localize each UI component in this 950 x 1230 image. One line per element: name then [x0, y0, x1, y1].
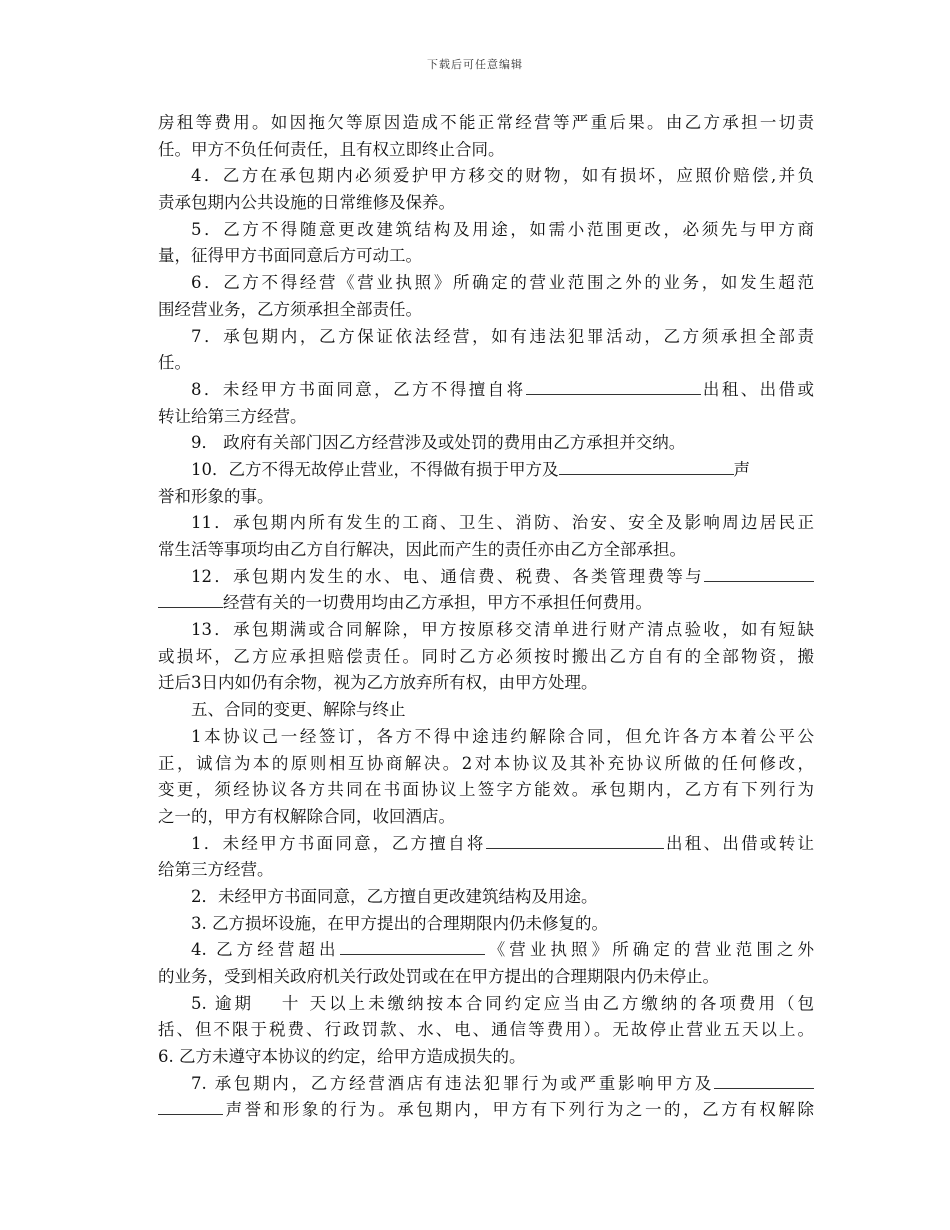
text-segment: 出租、出借或	[700, 379, 815, 399]
text-line	[158, 217, 814, 244]
fill-in-blank	[486, 832, 664, 849]
text-segment: 围经营业务，乙方须承担全部责任。	[158, 299, 422, 319]
text-line	[158, 430, 814, 457]
text-line	[158, 243, 814, 270]
text-line	[158, 457, 814, 484]
fill-in-blank	[559, 458, 734, 475]
text-segment: 9． 政府有关部门因乙方经营涉及或处罚的费用由乙方承担并交纳。	[191, 433, 686, 453]
text-segment: 7．承包期内，乙方保证依法经营，如有违法犯罪活动，乙方须承担全部责	[191, 326, 814, 346]
text-line	[158, 751, 814, 778]
text-segment: 《营业执照》所确定的营业范围之外	[484, 940, 815, 960]
text-line	[158, 350, 814, 377]
text-segment: 转让给第三方经营。	[158, 406, 307, 426]
document-body	[158, 110, 814, 1124]
fill-in-blank	[158, 1098, 223, 1115]
fill-in-blank	[714, 1072, 814, 1089]
text-segment: 1本协议己一经签订，各方不得中途违约解除合同，但允许各方本着公平公	[191, 726, 814, 746]
text-line	[158, 163, 814, 190]
text-segment: 声	[733, 459, 750, 479]
text-line	[158, 724, 814, 751]
text-segment: 6. 乙方未遵守本协议的约定，给甲方造成损失的。	[158, 1047, 526, 1067]
text-segment: 常生活等事项均由乙方自行解决，因此而产生的责任亦由乙方全部承担。	[158, 540, 686, 559]
text-segment: 括、但不限于税费、行政罚款、水、电、通信等费用）。无故停止营业五天以上。	[158, 1020, 814, 1040]
text-segment: 声誉和形象的行为。承包期内，甲方有下列行为之一的，乙方有权解除	[223, 1100, 814, 1120]
text-segment: 12．承包期内发生的水、电、通信费、税费、各类管理费等与	[191, 566, 704, 586]
text-segment: 2．未经甲方书面同意，乙方擅自更改建筑结构及用途。	[191, 886, 598, 906]
text-segment: 任。甲方不负任何责任，且有权立即终止合同。	[158, 139, 505, 159]
text-line	[158, 991, 814, 1018]
text-segment: 5. 逾期 十 天以上未缴纳按本合同约定应当由乙方缴纳的各项费用（包	[191, 993, 814, 1013]
fill-in-blank	[340, 938, 485, 955]
text-line	[158, 404, 814, 431]
text-line	[158, 1097, 814, 1124]
text-segment: 变更，须经协议各方共同在书面协议上签字方能效。承包期内，乙方有下列行为	[158, 780, 814, 800]
text-segment: 1．未经甲方书面同意，乙方擅自将	[191, 833, 486, 853]
text-segment: 出租、出借或转让	[663, 833, 815, 853]
text-line	[158, 964, 814, 991]
text-line	[158, 644, 814, 671]
text-line	[158, 110, 814, 137]
text-line	[158, 804, 814, 831]
text-line	[158, 377, 814, 404]
text-segment: 4. 乙方经营超出	[191, 940, 340, 960]
text-line	[158, 617, 814, 644]
text-segment: 的业务，受到相关政府机关行政处罚或在在甲方提出的合理期限内仍未停止。	[158, 967, 719, 986]
text-segment: 房租等费用。如因拖欠等原因造成不能正常经营等严重后果。由乙方承担一切责	[158, 113, 814, 132]
text-segment: 经营有关的一切费用均由乙方承担，甲方不承担任何费用。	[223, 593, 652, 613]
text-line	[158, 297, 814, 324]
text-segment: 迁后3日内如仍有余物，视为乙方放弃所有权，由甲方处理。	[158, 673, 598, 693]
fill-in-blank	[526, 378, 701, 395]
fill-in-blank	[704, 565, 814, 582]
text-segment: 7. 承包期内，乙方经营酒店有违法犯罪行为或严重影响甲方及	[191, 1073, 714, 1093]
text-segment: 五、合同的变更、解除与终止	[191, 700, 406, 720]
text-line	[158, 777, 814, 804]
text-segment: 任。	[158, 353, 191, 373]
text-segment: 给第三方经营。	[158, 860, 274, 880]
text-segment: 量，征得甲方书面同意后方可动工。	[158, 246, 422, 266]
text-segment: 4．乙方在承包期内必须爱护甲方移交的财物，如有损坏，应照价赔偿,并负	[191, 166, 814, 186]
text-line	[158, 270, 814, 297]
text-line	[158, 911, 814, 938]
text-line	[158, 1044, 814, 1071]
text-line	[158, 537, 814, 564]
text-segment: 11．承包期内所有发生的工商、卫生、消防、治安、安全及影响周边居民正	[191, 513, 814, 533]
text-line	[158, 937, 814, 964]
text-line	[158, 564, 814, 591]
text-segment: 正，诚信为本的原则相互协商解决。2对本协议及其补充协议所做的任何修改，	[158, 753, 814, 773]
text-segment: 6．乙方不得经营《营业执照》所确定的营业范围之外的业务，如发生超范	[191, 273, 814, 293]
text-segment: 10．乙方不得无故停止营业，不得做有损于甲方及	[191, 459, 559, 479]
text-line	[158, 857, 814, 884]
text-line	[158, 324, 814, 351]
text-line	[158, 831, 814, 858]
text-segment: 之一的，甲方有权解除合同，收回酒店。	[158, 806, 455, 826]
text-segment: 或损坏，乙方应承担赔偿责任。同时乙方必须按时搬出乙方自有的全部物资，搬	[158, 646, 814, 666]
text-line	[158, 190, 814, 217]
fill-in-blank	[158, 591, 223, 608]
text-segment: 8．未经甲方书面同意，乙方不得擅自将	[191, 379, 526, 399]
text-line	[158, 484, 814, 511]
text-segment: 誉和形象的事。	[158, 486, 274, 506]
text-segment: 3. 乙方损坏设施，在甲方提出的合理期限内仍未修复的。	[191, 913, 608, 933]
page-header-note: 下载后可任意编辑	[427, 58, 523, 71]
text-line	[158, 670, 814, 697]
text-line	[158, 697, 814, 724]
text-segment: 责承包期内公共设施的日常维修及保养。	[158, 193, 455, 213]
text-line	[158, 137, 814, 164]
text-segment: 13．承包期满或合同解除，甲方按原移交清单进行财产清点验收，如有短缺	[191, 620, 814, 640]
text-line	[158, 1071, 814, 1098]
text-line	[158, 590, 814, 617]
text-line	[158, 510, 814, 537]
text-line	[158, 1017, 814, 1044]
text-line	[158, 884, 814, 911]
text-segment: 5．乙方不得随意更改建筑结构及用途，如需小范围更改，必须先与甲方商	[191, 219, 814, 239]
